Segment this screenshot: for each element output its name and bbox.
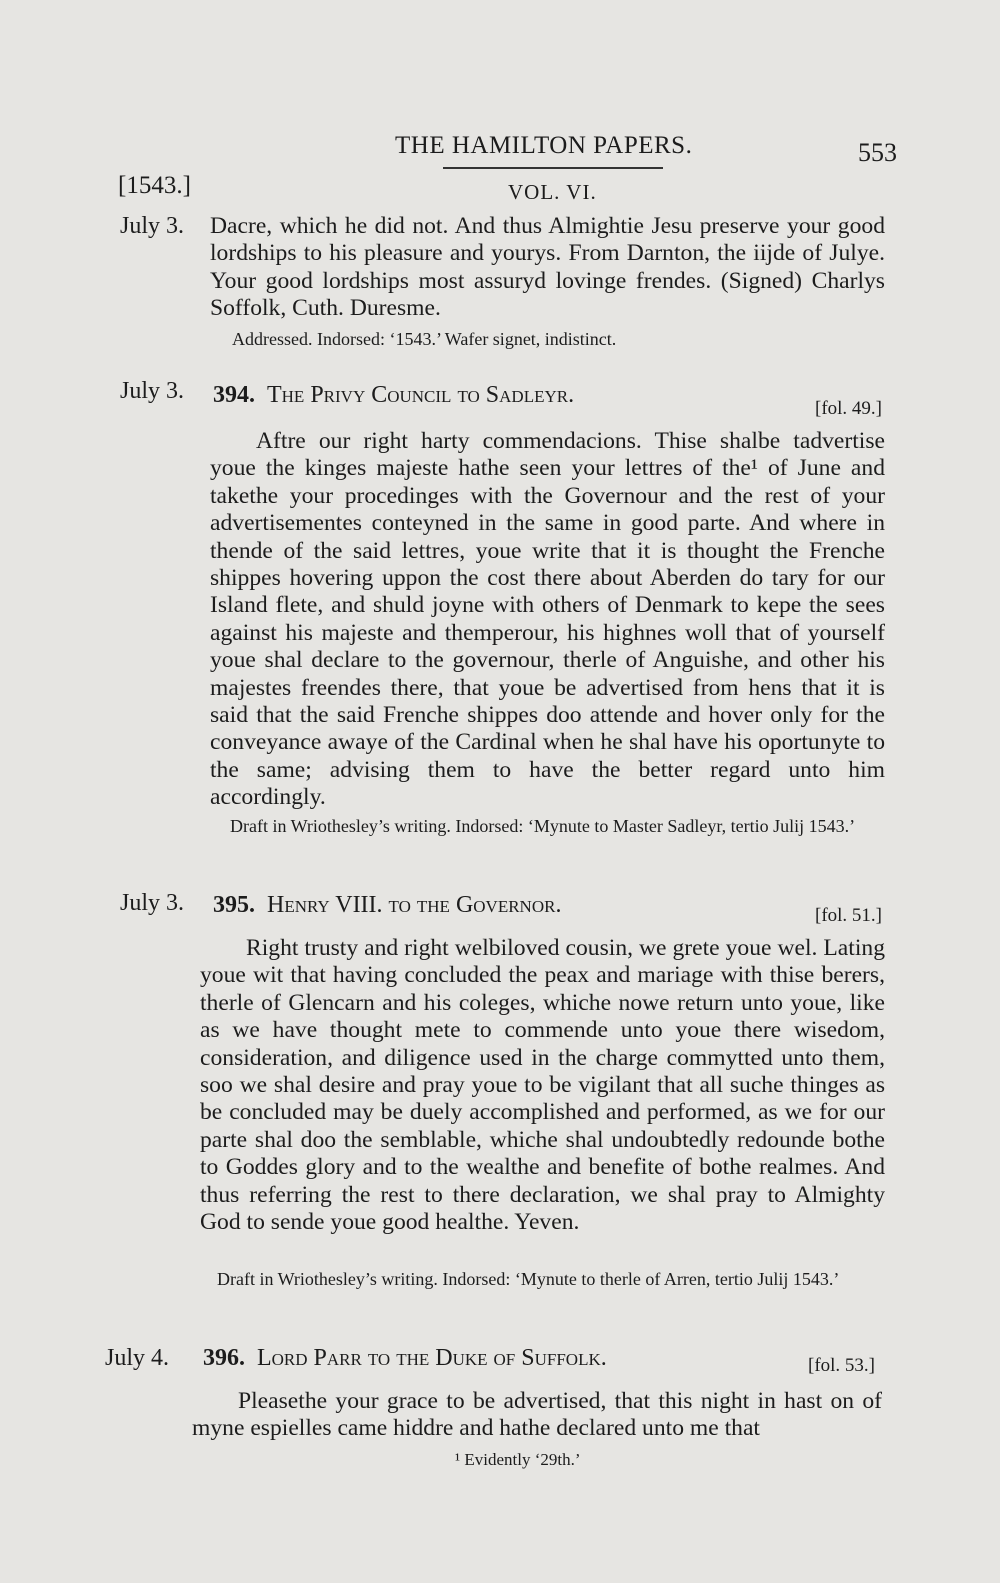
margin-date: July 4. [105,1345,170,1371]
page-number: 553 [858,138,897,167]
entry-title: Henry VIII. to the Governor. [267,892,562,918]
year-marker: [1543.] [118,172,191,199]
folio-reference: [fol. 51.] [815,905,883,926]
entry-heading [203,1345,607,1372]
entry-number: 396. [203,1345,245,1371]
entry-number: 395. [213,892,255,918]
continuation-text: Dacre, which he did not. And thus Almightie Jesu preserve your good lordships to his pleasure and yourys. From Darnton, the iijde of Julye. Your good lordships most assuryd lovinge frendes. (Signed) Charlys Soffolk, Cuth. Duresme. [210,213,885,322]
margin-date: July 3. [120,890,185,916]
endorsement-note: Draft in Wriothesley’s writing. Indorsed: ‘Mynute to therle of Arren, tertio Julij 1543.’ [217,1269,840,1289]
letter-text: Right trusty and right welbiloved cousin, we grete youe wel. Lating youe wit that having concluded the peax and mariage with thise berers, therle of Glencarn and his coleges, whiche nowe return unto youe, like as we have thought mete to commende unto youe there wisedom, consideration, and diligence used in the charge commytted unto them, soo we shal desire and pray youe to be vigilant that all suche thinges as be concluded may be duely accomplished and performed, as we for our parte shal doo the semblable, whiche shal undoubtedly redounde bothe to Goddes glory and to the wealthe and benefite of bothe realmes. And thus referring the rest to there declaration, we shal pray to Almighty God to sende youe good healthe. Yeven. [200,935,885,1236]
running-header-title: THE HAMILTON PAPERS. [395,132,693,159]
entry-title: The Privy Council to Sadleyr. [267,382,575,408]
entry-title: Lord Parr to the Duke of Suffolk. [257,1345,607,1371]
margin-date: July 3. [120,378,185,404]
letter-text: Pleasethe your grace to be advertised, that this night in hast on of myne espielles came hiddre and hathe declared unto me that [192,1388,882,1442]
folio-reference: [fol. 53.] [808,1355,876,1376]
entry-heading [213,382,574,409]
margin-date: July 3. [120,213,185,239]
entry-heading [213,892,561,919]
letter-text: Aftre our right harty commendacions. Thise shalbe tadvertise youe the kinges majeste hathe seen your lettres of the¹ of June and takethe your procedinges with the Governour and the rest of your advertisementes conteyned in the same in good parte. And where in thende of the said lettres, youe write that it is thought the Frenche shippes hovering uppon the cost there about Aberden do tary for our Island flete, and shuld joyne with others of Denmark to kepe the sees against his majeste and themperour, his highnes woll that of yourself youe shal declare to the governour, therle of Anguishe, and other his majestes freendes there, that youe be advertised from hens that it is said that the said Frenche shippes doo attende and hover only for the conveyance awaye of the Cardinal when he shal have his oportunyte to the same; advising them to have the better regard unto him accordingly. [210,428,885,811]
entry-number: 394. [213,382,255,408]
folio-reference: [fol. 49.] [815,398,883,419]
footnote: ¹ Evidently ‘29th.’ [455,1450,581,1469]
volume-label: VOL. VI. [508,180,597,204]
endorsement-note: Draft in Wriothesley’s writing. Indorsed: ‘Mynute to Master Sadleyr, tertio Julij 1543.’ [230,816,856,836]
header-rule [443,167,663,169]
endorsement-note: Addressed. Indorsed: ‘1543.’ Wafer signet, indistinct. [232,329,617,349]
